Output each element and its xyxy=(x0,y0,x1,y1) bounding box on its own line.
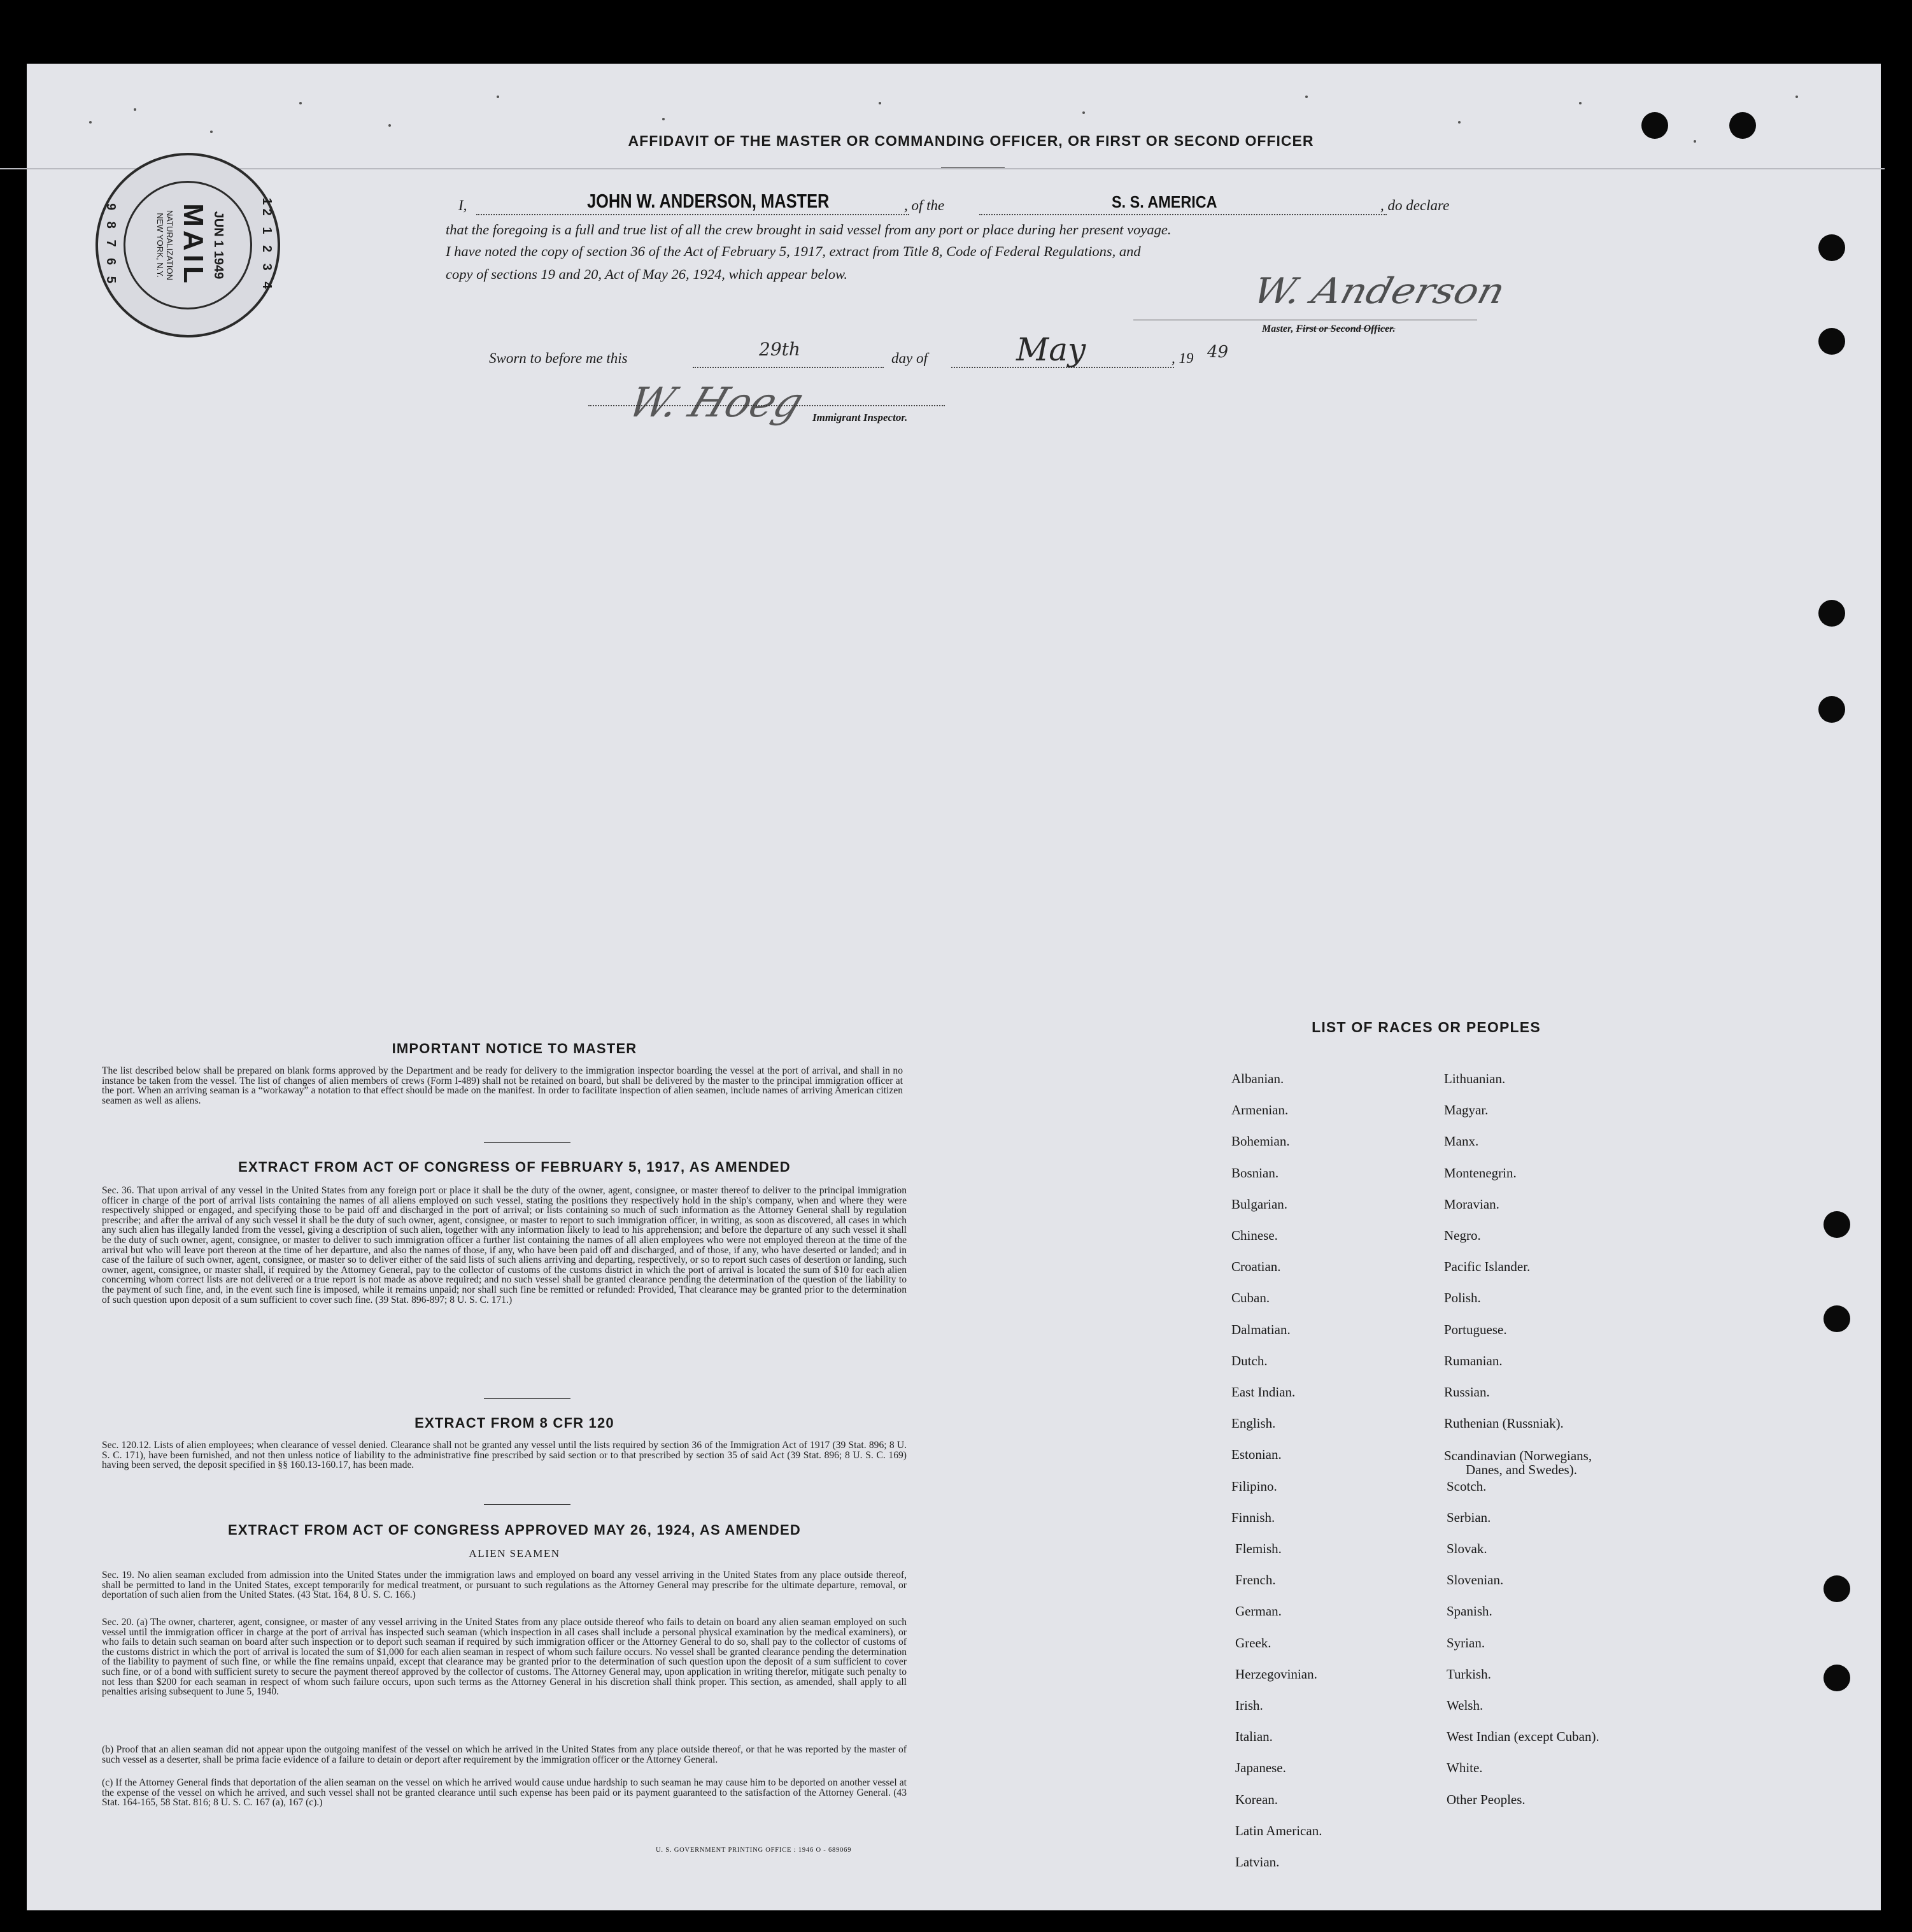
notice-title: IMPORTANT NOTICE TO MASTER xyxy=(392,1041,637,1056)
race-item: Greek. xyxy=(1235,1635,1271,1651)
declaration-i-label: I, xyxy=(458,197,467,213)
declaration-body-line1: that the foregoing is a full and true list of all the crew brought in said vessel from any port or place during her present voyage. xyxy=(446,222,1172,238)
race-item: Slovak. xyxy=(1447,1541,1487,1556)
of-the-label: , of the xyxy=(904,197,945,213)
race-item: West Indian (except Cuban). xyxy=(1447,1729,1599,1745)
extract-1924-subtitle: ALIEN SEAMEN xyxy=(469,1547,560,1559)
affidavit-title: AFFIDAVIT OF THE MASTER OR COMMANDING OFFICER, OR FIRST OR SECOND OFFICER xyxy=(628,132,1314,149)
race-item: Other Peoples. xyxy=(1447,1791,1526,1807)
race-item: Polish. xyxy=(1444,1290,1481,1306)
race-item: Moravian. xyxy=(1444,1196,1499,1212)
extract-1917-body: Sec. 36. That upon arrival of any vessel in the United States from any foreign port or place it shall be the duty of the owner, agent, consignee, or master thereof to deliver to the principal immigration officer in charge of the port of arrival lists containing the names of all aliens employed on such vessel, stating the positions they respectively hold in the ship's company, when and where they were respectively shipped or engaged, and specifying those to be paid off and discharged in the port of arrival; or lists containing so much of such information as the Attorney General shall by regulation prescribe; and after the arrival of any such vessel it shall be the duty of such owner, agent, consignee, or master to report to such immigration officer, in writing, as soon as discovered, all cases in which any such alien has illegally landed from the vessel, giving a description of such alien, together with any information likely to lead to his apprehension; and before the departure of any such vessel it shall be the duty of such owner, agent, consignee, or master to deliver to such immigration officer a further list containing the names of all alien employees who were not employed thereon at the time of the arrival but who will leave port thereon at the time of her departure, and also the names of those, if any, who have been paid off and discharged, and of those, if any, who have deserted or landed; and in case of the failure of such owner, agent, consignee, or master so to deliver either of the said lists of such aliens arriving and departing, respectively, or so to report such cases of desertion or landing, such owner, agent, consignee, or master shall, if required by the Attorney General, pay to the collector of customs of the customs district in which the port of arrival is located the sum of $10 for each alien concerning whom correct lists are not delivered or a true report is not made as above required; and no such vessel shall be granted clearance pending the determination of the question of the liability to the payment of such fine, and, in the event such fine is imposed, while it remains unpaid; nor shall such fine be remitted or refunded: Provided, That clearance may be granted prior to the determination of such question upon deposit of a sum sufficient to cover such fine. (39 Stat. 896-897; 8 U. S. C. 171.) xyxy=(102,1185,907,1305)
race-item: Magyar. xyxy=(1444,1102,1489,1118)
stamp-ring-top: 12 1 2 3 4 xyxy=(260,197,274,293)
punch-hole xyxy=(1823,1665,1850,1691)
master-signature: W. Anderson xyxy=(1249,269,1510,312)
race-item: Albanian. xyxy=(1231,1071,1284,1086)
race-item: Ruthenian (Russniak). xyxy=(1444,1416,1564,1431)
race-item: Portuguese. xyxy=(1444,1321,1507,1337)
notice-body: The list described below shall be prepared on blank forms approved by the Department and be ready for delivery to the immigration inspector boarding the vessel at the port of arrival, and shall in no instance be taken from the vessel. The list of changes of alien members of crews (Form I-489) shall not be retained on board, but shall be delivered by the master to the principal immigration officer at the port. When an arriving seaman is a “workaway” a notation to that effect should be made on the manifest. In order to facilitate inspection of alien seamen, include names of arriving American citizen seamen as well as aliens. xyxy=(102,1065,903,1106)
stamp-location-line2: NEW YORK, N.Y. xyxy=(155,213,165,278)
race-item: Filipino. xyxy=(1231,1478,1277,1494)
race-item: Armenian. xyxy=(1231,1102,1289,1118)
punch-hole xyxy=(1818,234,1845,261)
race-item: Chinese. xyxy=(1231,1228,1278,1243)
race-item: Croatian. xyxy=(1231,1259,1281,1275)
declaration-body-line3: copy of sections 19 and 20, Act of May 26, 1924, which appear below. xyxy=(446,266,847,282)
race-item: Slovenian. xyxy=(1447,1572,1504,1588)
sworn-day-value: 29th xyxy=(759,339,800,360)
punch-hole xyxy=(1818,328,1845,355)
day-of-label: day of xyxy=(891,350,928,366)
race-item: Bohemian. xyxy=(1231,1133,1290,1149)
vessel-name-field: S. S. AMERICA xyxy=(1112,192,1217,211)
race-item: Spanish. xyxy=(1447,1603,1492,1619)
race-item: Italian. xyxy=(1235,1729,1273,1745)
punch-hole xyxy=(1818,696,1845,723)
race-item: Dutch. xyxy=(1231,1353,1268,1368)
race-item: Flemish. xyxy=(1235,1541,1282,1556)
stamp-location xyxy=(155,155,174,335)
races-title: LIST OF RACES OR PEOPLES xyxy=(1312,1019,1541,1035)
sworn-year-value: 49 xyxy=(1207,343,1229,362)
race-item: White. xyxy=(1447,1760,1483,1776)
race-item: Pacific Islander. xyxy=(1444,1259,1531,1275)
printer-line: U. S. GOVERNMENT PRINTING OFFICE : 1946 O - 689069 xyxy=(656,1847,852,1854)
mail-received-stamp xyxy=(96,153,280,337)
race-item: Manx. xyxy=(1444,1133,1479,1149)
race-item: Serbian. xyxy=(1447,1509,1491,1525)
extract-1924-title: EXTRACT FROM ACT OF CONGRESS APPROVED MAY 26, 1924, AS AMENDED xyxy=(228,1522,801,1538)
punch-hole xyxy=(1823,1575,1850,1602)
race-item: Dalmatian. xyxy=(1231,1321,1291,1337)
race-item: English. xyxy=(1231,1416,1276,1431)
do-declare-label: , do declare xyxy=(1380,197,1450,213)
stamp-location-line1: NATURALIZATION xyxy=(165,210,174,281)
extract-1917-title: EXTRACT FROM ACT OF CONGRESS OF FEBRUARY 5, 1917, AS AMENDED xyxy=(238,1159,791,1175)
master-caption-label: Master, xyxy=(1262,323,1294,334)
race-item: Estonian. xyxy=(1231,1447,1282,1463)
race-item: Danes, and Swedes). xyxy=(1466,1462,1577,1478)
extract-1924-sec20b: (b) Proof that an alien seaman did not appear upon the outgoing manifest of the vessel on which he arrived in the United States from any place outside thereof, or that he was reported by the master of such vessel as a deserter, shall be prima facie evidence of a failure to detain or deport after requirement by the immigration officer or the Attorney General. xyxy=(102,1744,907,1765)
extract-1924-sec20a: Sec. 20. (a) The owner, charterer, agent, consignee, or master of any vessel arriving in the United States from any place outside thereof who fails to detain on board any alien seaman employed on such vessel until the immigration officer in charge at the port of arrival has inspected such seaman (which inspection in all cases shall include a personal physical examination by the medical examiners), or who fails to detain such seaman on board after such inspection or to deport such seaman if required by such immigration officer or the Attorney General to do so, shall pay to the collector of customs of the customs district in which the port of arrival is located the sum of $1,000 for each alien seaman in respect of whom such failure occurs. No vessel shall be granted clearance pending the determination of the liability to payment of such fine, or while the fine remains unpaid, except that clearance may be granted prior to the determination of such question upon the deposit of a sum sufficient to cover such fine, or of a bond with sufficient surety to secure the payment thereof approved by the collector of customs. The Attorney General may, upon application in writing therefor, mitigate such penalty to not less than $200 for each seaman in respect of whom such failure occurs, upon such terms as the Attorney General in his discretion shall think proper. This section, as amended, shall apply to all penalties arising subsequent to June 5, 1940. xyxy=(102,1617,907,1698)
race-item: Latin American. xyxy=(1235,1822,1322,1838)
punch-hole xyxy=(1823,1305,1850,1332)
race-item: Latvian. xyxy=(1235,1854,1280,1870)
race-item: French. xyxy=(1235,1572,1276,1588)
race-item: Cuban. xyxy=(1231,1290,1270,1306)
race-item: Finnish. xyxy=(1231,1509,1275,1525)
race-item: German. xyxy=(1235,1603,1282,1619)
race-item: Rumanian. xyxy=(1444,1353,1503,1368)
sworn-label: Sworn to before me this xyxy=(489,350,628,366)
race-item: Scotch. xyxy=(1447,1478,1487,1494)
race-item: Turkish. xyxy=(1447,1666,1491,1682)
race-item: Montenegrin. xyxy=(1444,1165,1517,1181)
declaration-body-line2: I have noted the copy of section 36 of the Act of February 5, 1917, extract from Title 8, Code of Federal Regulations, and xyxy=(446,243,1141,259)
extract-1924-sec20c: (c) If the Attorney General finds that deportation of the alien seaman on the vessel on which he arrived would cause undue hardship to such seaman he may cause him to be deported on another vessel at the expense of the vessel on which he arrived, and such vessel shall not be granted clearance until such expense has been paid or its payment guaranteed to the satisfaction of the Attorney General. (43 Stat. 164-165, 58 Stat. 816; 8 U. S. C. 167 (a), 167 (c).) xyxy=(102,1777,907,1808)
master-caption xyxy=(1262,323,1396,335)
master-caption-struck: First or Second Officer. xyxy=(1296,323,1396,334)
race-item: Bosnian. xyxy=(1231,1165,1279,1181)
sworn-month-value: May xyxy=(1016,331,1086,368)
race-item: Japanese. xyxy=(1235,1760,1286,1776)
race-item: Bulgarian. xyxy=(1231,1196,1288,1212)
race-item: Russian. xyxy=(1444,1384,1490,1400)
stamp-date: JUN 1 1949 xyxy=(211,211,225,280)
master-name-field: JOHN W. ANDERSON, MASTER xyxy=(587,190,830,212)
race-item: Irish. xyxy=(1235,1698,1263,1713)
race-item: Negro. xyxy=(1444,1228,1481,1243)
extract-8cfr-title: EXTRACT FROM 8 CFR 120 xyxy=(414,1415,614,1431)
race-item: Herzegovinian. xyxy=(1235,1666,1317,1682)
punch-hole xyxy=(1641,112,1668,139)
punch-hole xyxy=(1729,112,1756,139)
race-item: Welsh. xyxy=(1447,1698,1484,1713)
stamp-ring-bottom: 9 8 7 6 5 xyxy=(104,203,118,287)
race-item: Korean. xyxy=(1235,1791,1278,1807)
year-prefix: , 19 xyxy=(1172,350,1194,366)
inspector-signature: W. Hoeg xyxy=(621,380,810,427)
extract-1924-sec19: Sec. 19. No alien seaman excluded from admission into the United States under the immigration laws and employed on board any vessel arriving in the United States from any place outside thereof, shall be permitted to land in the United States, except temporarily for medical treatment, or pursuant to such regulations as the Attorney General may prescribe for the ultimate departure, removal, or deportation of such alien from the United States. (43 Stat. 164, 8 U. S. C. 166.) xyxy=(102,1570,907,1601)
inspector-caption: Immigrant Inspector. xyxy=(812,411,908,423)
race-item: Lithuanian. xyxy=(1444,1071,1506,1086)
race-item: Syrian. xyxy=(1447,1635,1485,1651)
race-item: Scandinavian (Norwegians, xyxy=(1444,1448,1592,1464)
extract-8cfr-body: Sec. 120.12. Lists of alien employees; when clearance of vessel denied. Clearance shall not be granted any vessel until the lists required by section 36 of the Immigration Act of 1917 (39 Stat. 896; 8 U. S. C. 171), have been furnished, and not then unless notice of liability to the administrative fine prescribed by said section or to that prescribed by section 35 of said Act (39 Stat. 896; 8 U. S. C. 169) having been served, the deposit specified in §§ 160.13-160.17, has been made. xyxy=(102,1440,907,1471)
punch-hole xyxy=(1818,600,1845,627)
stamp-mail: MAIL xyxy=(178,203,209,287)
race-item: East Indian. xyxy=(1231,1384,1296,1400)
punch-hole xyxy=(1823,1211,1850,1238)
